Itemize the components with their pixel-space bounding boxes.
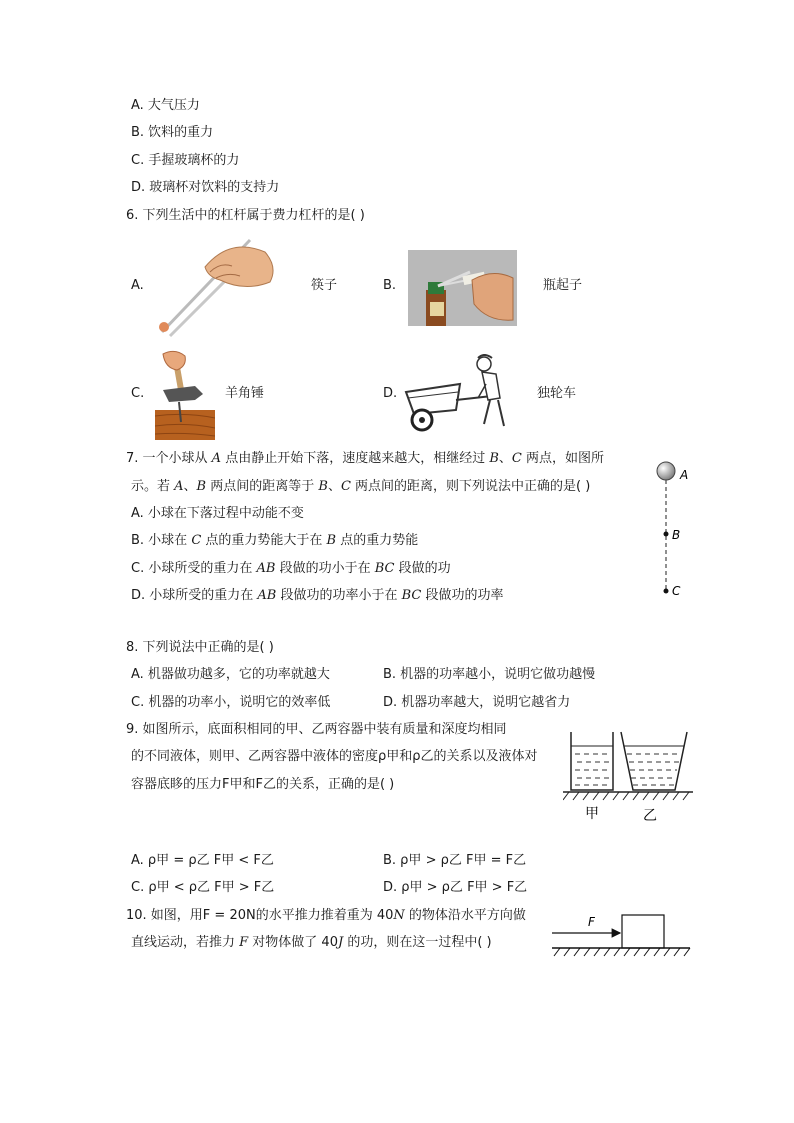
falling-ball-diagram (650, 455, 700, 603)
q9-stem-line3: 容器底眵的压力F甲和F乙的关系，正确的是( ) (131, 777, 395, 792)
q6-option-d-letter: D. (383, 386, 398, 401)
bottle-opener-image (408, 250, 517, 326)
containers-diagram (563, 728, 693, 824)
q7-stem-line1: 7. 一个小球从 A 点由静止开始下落，速度越来越大，相继经过 B、C 两点，如图所 (126, 451, 604, 466)
q5-option-b: B. 饮料的重力 (131, 125, 214, 140)
block (622, 915, 664, 948)
label-b: B (672, 528, 681, 542)
q9-option-c: C. ρ甲 < ρ乙 F甲 > F乙 (131, 880, 275, 895)
q7-option-d: D. 小球所受的重力在 AB 段做功的功率小于在 BC 段做功的功率 (131, 588, 504, 603)
q7-option-b: B. 小球在 C 点的重力势能大于在 B 点的重力势能 (131, 533, 419, 548)
q5-option-c: C. 手握玻璃杯的力 (131, 153, 240, 168)
q9-option-a: A. ρ甲 = ρ乙 F甲 < F乙 (131, 853, 274, 868)
q6-option-b-caption: 瓶起子 (543, 278, 583, 293)
claw-hammer-image (155, 350, 215, 440)
label-a: A (680, 468, 689, 482)
container-label-yi: 乙 (643, 808, 657, 824)
push-block-diagram (550, 910, 692, 960)
q6-stem: 6. 下列生活中的杠杆属于费力杠杆的是( ) (126, 208, 365, 223)
point-c-dot (664, 589, 669, 594)
container-label-jia: 甲 (585, 806, 599, 822)
q9-stem-line2: 的不同液体，则甲、乙两容器中液体的密度ρ甲和ρ乙的关系以及液体对 (131, 749, 538, 764)
q8-option-b: B. 机器的功率越小，说明它做功越慢 (383, 667, 596, 682)
q7-stem-line2: 示。若 A、B 两点间的距离等于 B、C 两点间的距离，则下列说法中正确的是( ) (131, 479, 591, 494)
q10-stem-line2: 直线运动，若推力 F 对物体做了 40J 的功，则在这一过程中( ) (131, 935, 492, 950)
q9-stem-line1: 9. 如图所示，底面积相同的甲、乙两容器中装有质量和深度均相同 (126, 722, 507, 737)
wheelbarrow-image (400, 354, 515, 434)
q8-stem: 8. 下列说法中正确的是( ) (126, 640, 274, 655)
q8-option-a: A. 机器做功越多，它的功率就越大 (131, 667, 330, 682)
q10-stem-line1: 10. 如图，用F = 20N的水平推力推着重为 40N 的物体沿水平方向做 (126, 908, 526, 923)
q6-option-d-caption: 独轮车 (537, 386, 577, 401)
q6-option-b-letter: B. (383, 278, 397, 293)
force-label: F (588, 915, 595, 929)
q6-option-a-letter: A. (131, 278, 144, 293)
q5-option-a: A. 大气压力 (131, 98, 200, 113)
chopsticks-image (150, 232, 280, 340)
q8-option-d: D. 机器功率越大，说明它越省力 (383, 695, 571, 710)
point-b-dot (664, 532, 669, 537)
q8-option-c: C. 机器的功率小，说明它的效率低 (131, 695, 331, 710)
q6-option-c-caption: 羊角锤 (225, 386, 265, 401)
ball-icon (657, 462, 675, 480)
q9-option-b: B. ρ甲 > ρ乙 F甲 = F乙 (383, 853, 527, 868)
q9-option-d: D. ρ甲 > ρ乙 F甲 > F乙 (383, 880, 528, 895)
q6-option-c-letter: C. (131, 386, 145, 401)
q7-option-c: C. 小球所受的重力在 AB 段做的功小于在 BC 段做的功 (131, 561, 451, 576)
label-c: C (672, 584, 681, 598)
q5-option-d: D. 玻璃杯对饮料的支持力 (131, 180, 280, 195)
q7-option-a: A. 小球在下落过程中动能不变 (131, 506, 304, 521)
q6-option-a-caption: 筷子 (311, 278, 338, 293)
